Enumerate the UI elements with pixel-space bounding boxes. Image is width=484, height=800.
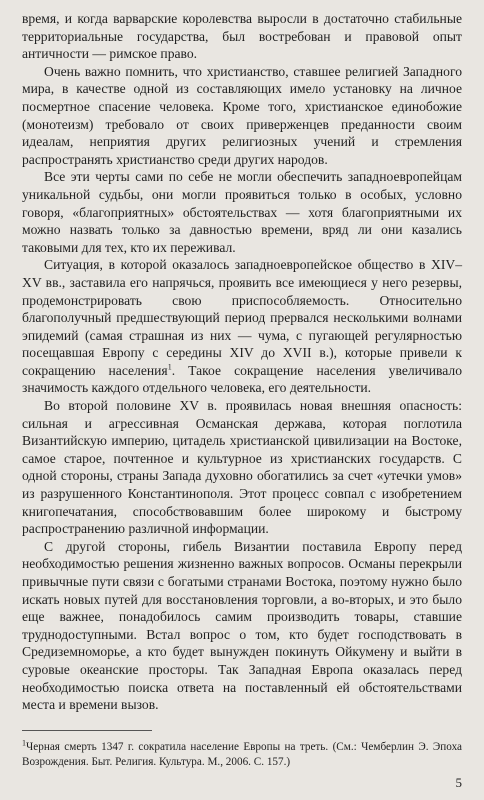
paragraph-1: время, и когда варварские королевства выросли в достаточно стабильные территориальные государства, был востребован и правовой опыт античности — римское право. xyxy=(22,11,462,62)
footnote-reference: 1 xyxy=(167,362,172,372)
paragraph-4-tail: . Такое сокращение населения увеличивало значимость каждого отдельного человека, его деятельности. xyxy=(22,362,462,396)
paragraph-4-text: Ситуация, в которой оказалось западноевропейское общество в XIV–XV вв., заставила его напрячься, проявить все имеющиеся у него резервы, продемонстрировать свою приспособляемость. Относительно благополучный предшествующий период прервался несколькими волнами эпидемий (самая страшная из них — чума, с пугающей регулярностью посещавшая Европу с середины XIV до XVII в.), которые привели к сокращению населения xyxy=(22,257,462,378)
footnote-text: Черная смерть 1347 г. сократила население Европы на треть. (См.: Чемберлин Э. Эпоха Возрождения. Быт. Религия. Культура. М., 2006. С. 157.) xyxy=(22,741,462,768)
footnote-divider xyxy=(22,730,152,731)
paragraph-6: С другой стороны, гибель Византии поставила Европу перед необходимостью решения жизненно важных вопросов. Османы перекрыли привычные пути связи с богатыми странами Востока, поэтому нужно было искать новых путей для восстановления торговли, а во-вторых, и это было еще важнее, понадобилось самим производить товары, ставшие труднодоступными. Встал вопрос о том, кто будет господствовать в Средиземноморье, а кто будет вынужден покинуть Ойкумену и выйти в суровые океанские просторы. Так Западная Европа оказалась перед необходимостью поиска ответа на поставленный ей обстоятельствами места и времени вызов. xyxy=(22,538,462,713)
footnote-mark: 1 xyxy=(22,738,26,748)
paragraph-3: Все эти черты сами по себе не могли обеспечить западноевропейцам уникальной судьбы, они могли проявиться только в особых, условно говоря, «благоприятных» обстоятельствах — хотя благоприятными их можно назвать только за давностью времени, вряд ли они казались таковыми для тех, кто их переживал. xyxy=(22,169,462,255)
paragraph-2: Очень важно помнить, что христианство, ставшее религией Западного мира, в качестве одной из составляющих имело установку на личное посмертное спасение человека. Кроме того, христианское единобожие (монотеизм) требовало от своих приверженцев преданности своим идеалам, неприятия других религиозных учений и стремления распространять христианство среди других народов. xyxy=(22,63,462,167)
page-number: 5 xyxy=(455,775,462,790)
paragraph-4 xyxy=(22,256,462,397)
paragraph-5: Во второй половине XV в. проявилась новая внешняя опасность: сильная и агрессивная Османская держава, которая поглотила Византийскую империю, цитадель христианской цивилизации на Востоке, самое старое, почтенное и культурное из христианских государств. С одной стороны, страны Запада духовно обогатились за счет «утечки умов» из разрушенного Константинополя. Этот процесс совпал с изобретением книгопечатания, способствовавшим более широкому и быстрому распространению различной информации. xyxy=(22,398,462,537)
footnote xyxy=(22,740,462,769)
